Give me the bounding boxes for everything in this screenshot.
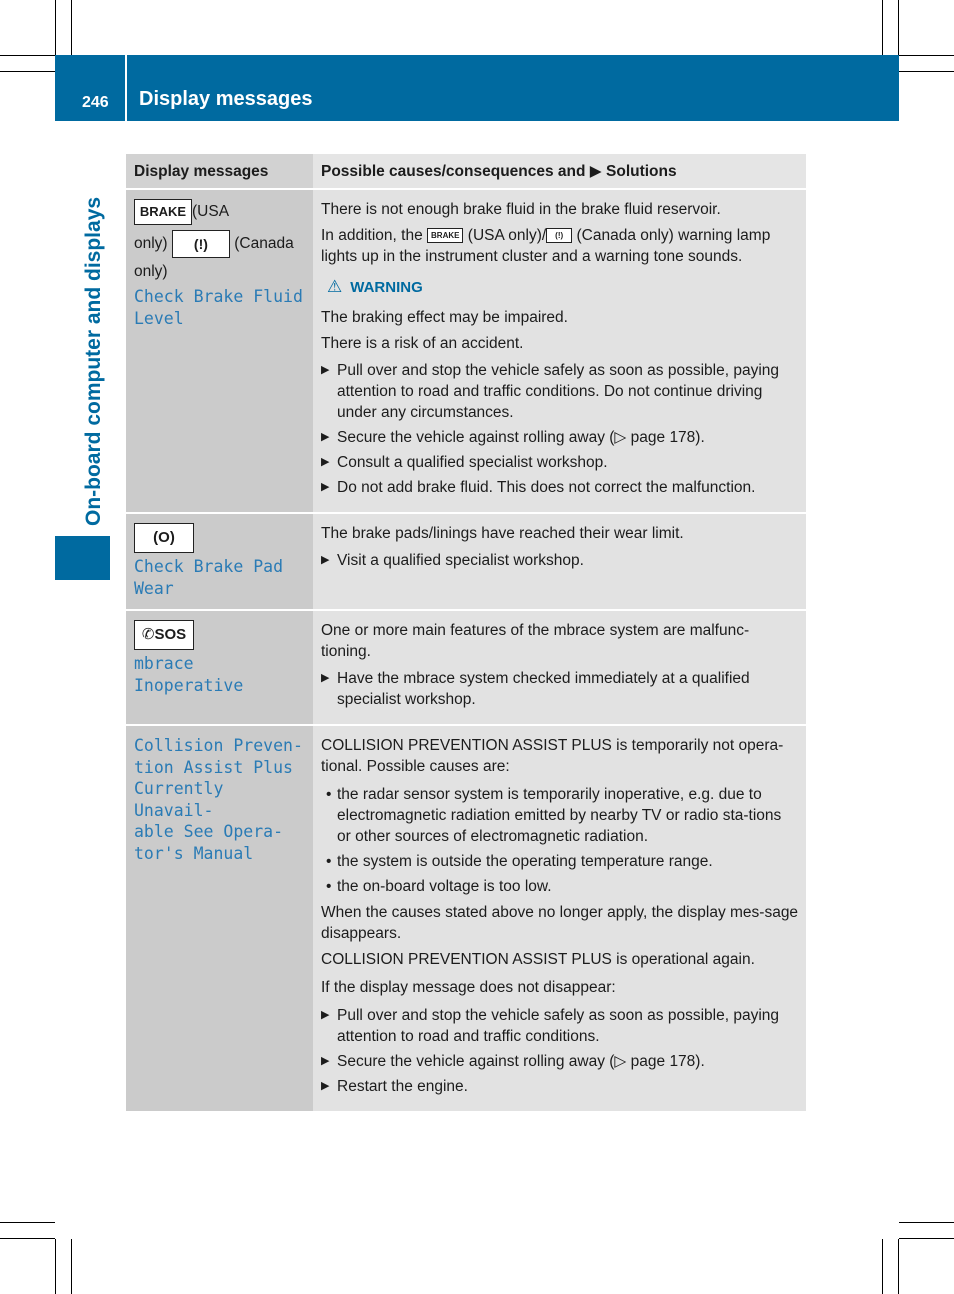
crop-mark (899, 1238, 954, 1239)
solution-step: ▶ Pull over and stop the vehicle safely as soon as possible, paying attention to road and traffic conditions. (321, 1007, 780, 1045)
cause-bullet: • the radar sensor system is temporarily inoperative, e.g. due to electromagnetic radiation emitted by nearby TV or radio sta-tions or other sources of electromagnetic radiation. (326, 786, 782, 845)
cause-text: The brake pads/linings have reached their wear limit. (321, 525, 684, 542)
crop-mark (71, 1239, 72, 1294)
sos-phone-icon: ✆SOS (134, 620, 194, 650)
crop-mark (0, 1238, 55, 1239)
arrow-right-icon: ▶ (321, 554, 330, 566)
col-header-causes-solutions: Possible causes/consequences and ▶ Solutions (313, 154, 806, 189)
display-message-text: Check Brake Pad Wear (134, 557, 284, 598)
warning-heading: ⚠ WARNING (327, 277, 423, 296)
crop-mark (899, 55, 954, 56)
cause-text: COLLISION PREVENTION ASSIST PLUS is temporarily not opera-tional. Possible causes are: (321, 737, 784, 775)
arrow-right-icon: ▶ (321, 1055, 330, 1067)
arrow-right-icon: ▶ (321, 1080, 330, 1092)
arrow-right-icon: ▶ (321, 672, 330, 684)
solution-step: ▶ Visit a qualified specialist workshop. (321, 552, 584, 569)
table-row (126, 513, 806, 610)
col-header-display-messages: Display messages (126, 154, 313, 189)
display-messages-table (126, 154, 806, 1111)
side-tab-marker (55, 536, 110, 580)
crop-mark (898, 0, 899, 55)
solution-cell (313, 610, 806, 725)
icon-note: (USA (192, 203, 230, 221)
solution-cell (313, 513, 806, 610)
crop-mark (55, 0, 56, 55)
crop-mark (0, 71, 55, 72)
message-cell (126, 513, 313, 610)
cause-bullet: • the on-board voltage is too low. (326, 878, 552, 895)
crop-mark (899, 1222, 954, 1223)
crop-mark (0, 1222, 55, 1223)
warning-text: The braking effect may be impaired. (321, 309, 568, 326)
side-tab-label: On-board computer and displays (82, 196, 105, 526)
display-message-text: Check Brake Fluid Level (134, 287, 303, 328)
table-row (126, 725, 806, 1111)
cause-text: COLLISION PREVENTION ASSIST PLUS is operational again. (321, 951, 755, 968)
header-divider (125, 55, 127, 121)
solution-step: ▶ Secure the vehicle against rolling away (▷ page 178). (321, 1053, 705, 1070)
arrow-right-icon: ▶ (321, 481, 330, 493)
arrow-right-icon: ▶ (321, 1009, 330, 1021)
table-row (126, 610, 806, 725)
cause-bullet: • the system is outside the operating temperature range. (326, 853, 713, 870)
solution-cell (313, 189, 806, 513)
cause-text: If the display message does not disappear: (321, 979, 616, 996)
solution-step: ▶ Have the mbrace system checked immediately at a qualified specialist workshop. (321, 670, 750, 708)
solution-cell (313, 725, 806, 1111)
solution-step: ▶ Pull over and stop the vehicle safely as soon as possible, paying attention to road and traffic conditions. Do not continue driving under any circumstances. (321, 362, 780, 421)
table-row (126, 189, 806, 513)
page-number: 246 (82, 94, 109, 111)
crop-mark (882, 1239, 883, 1294)
arrow-right-icon: ▶ (321, 431, 330, 443)
brake-pad-wear-icon: (O) (134, 523, 194, 553)
crop-mark (55, 1239, 56, 1294)
icon-note: only) (134, 235, 168, 252)
page-title: Display messages (139, 88, 313, 110)
cause-text: There is not enough brake fluid in the brake fluid reservoir. (321, 201, 721, 218)
warning-text: There is a risk of an accident. (321, 335, 524, 352)
message-cell (126, 610, 313, 725)
display-message-text: mbrace Inoperative (134, 654, 244, 695)
message-cell (126, 725, 313, 1111)
warning-triangle-icon: ⚠ (327, 277, 343, 296)
arrow-right-icon: ▶ (321, 456, 330, 468)
icon-note: only) (134, 263, 168, 280)
solution-step: ▶ Consult a qualified specialist workshop. (321, 454, 608, 471)
table-header-row (126, 154, 806, 189)
crop-mark (882, 0, 883, 55)
message-cell (126, 189, 313, 513)
display-message-text: Collision Preven- tion Assist Plus Currently Unavail- able See Opera- tor's Manual (134, 736, 303, 863)
solution-step: ▶ Do not add brake fluid. This does not correct the malfunction. (321, 479, 756, 496)
icon-note: (Canada (234, 235, 294, 252)
brake-warning-icon: BRAKE (134, 199, 192, 225)
crop-mark (0, 55, 55, 56)
cause-text: One or more main features of the mbrace system are malfunc-tioning. (321, 622, 750, 660)
solution-step: ▶ Restart the engine. (321, 1078, 468, 1095)
brake-circle-icon: (!) (172, 230, 230, 258)
crop-mark (898, 1239, 899, 1294)
cause-text: In addition, the BRAKE (USA only)/ (!) (Canada only) warning lamp lights up in the instrument cluster and a warning tone sounds. (321, 227, 771, 265)
arrow-right-icon: ▶ (321, 364, 330, 376)
crop-mark (71, 0, 72, 55)
brake-circle-icon: (!) (546, 228, 572, 243)
cause-text: When the causes stated above no longer apply, the display mes-sage disappears. (321, 904, 799, 942)
solution-step: ▶ Secure the vehicle against rolling away (▷ page 178). (321, 429, 705, 446)
brake-warning-icon: BRAKE (427, 228, 463, 243)
crop-mark (899, 71, 954, 72)
